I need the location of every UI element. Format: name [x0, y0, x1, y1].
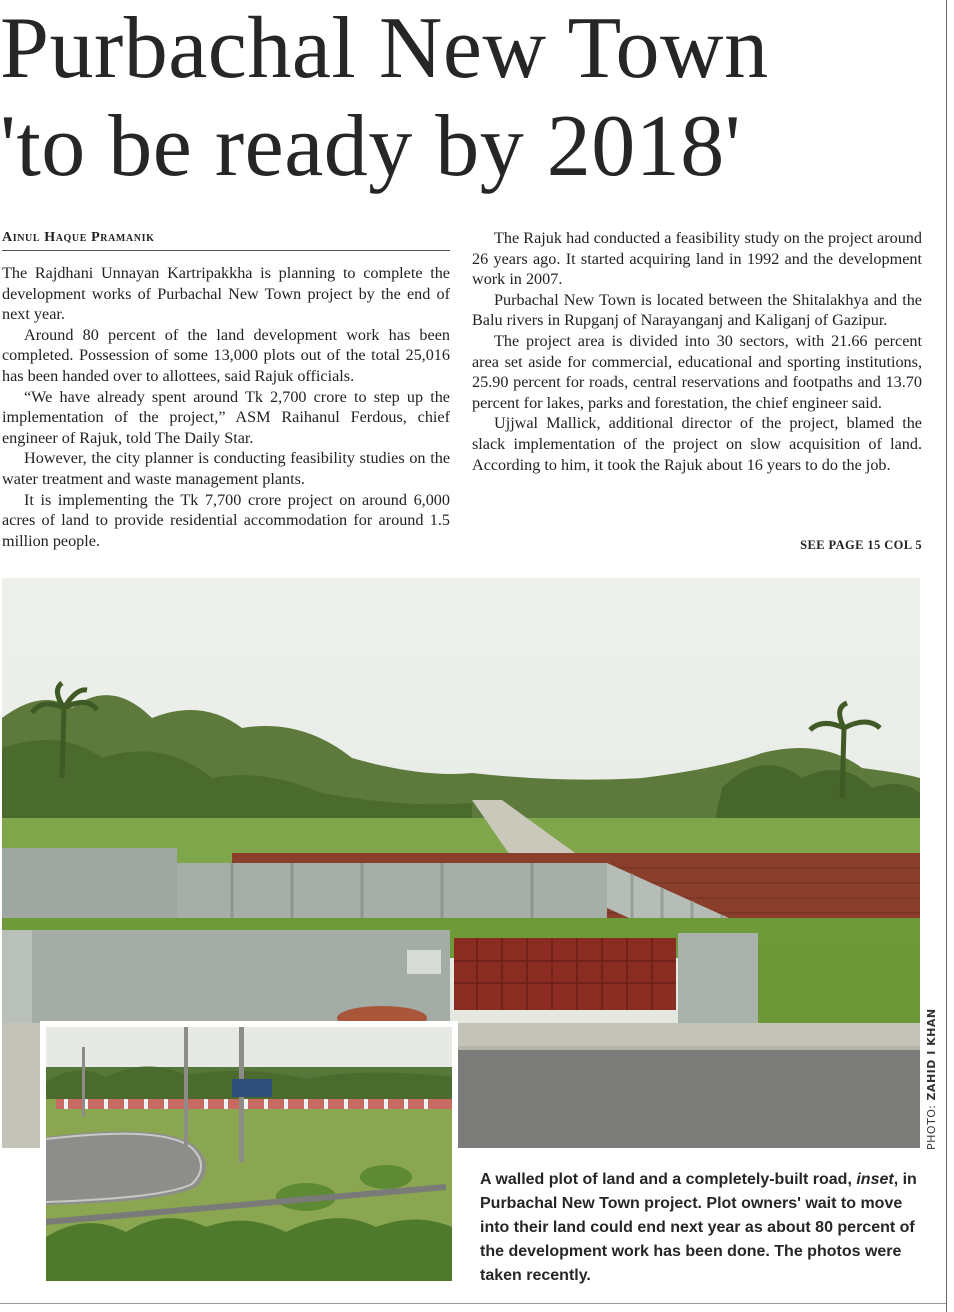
article-column-right: [472, 228, 922, 475]
caption-text-1: A walled plot of land and a completely-built road,: [480, 1171, 852, 1188]
article-column-left: [2, 263, 450, 551]
paragraph: It is implementing the Tk 7,700 crore project on around 6,000 acres of land to provide residential accommodation for around 1.5 million people.: [2, 490, 450, 550]
paragraph: “We have already spent around Tk 2,700 crore to step up the implementation of the project,” ASM Raihanul Ferdous, chief engineer of Rajuk, told The Daily Star.: [2, 387, 450, 447]
paragraph: Purbachal New Town is located between the Shitalakhya and the Balu rivers in Rupganj of Narayanganj and Kaliganj of Gazipur.: [472, 290, 922, 330]
paragraph: Around 80 percent of the land development work has been completed. Possession of some 13,000 plots out of the total 25,016 has been handed over to allottees, said Rajuk officials.: [2, 325, 450, 385]
headline-line-2: 'to be ready by 2018': [0, 98, 742, 195]
photo-caption: [480, 1168, 920, 1288]
headline-line-1: Purbachal New Town: [0, 0, 769, 97]
page-edge-rule: [946, 0, 947, 1312]
photo-credit-name: ZAHID I KHAN: [925, 1008, 938, 1101]
byline: Ainul Haque Pramanik: [2, 230, 450, 251]
inset-photo: [46, 1027, 452, 1281]
paragraph: The Rajdhani Unnayan Kartripakkha is planning to complete the development works of Purbachal New Town project by the end of next year.: [2, 264, 450, 324]
caption-inset-word: inset: [856, 1171, 894, 1188]
continuation-note: SEE PAGE 15 COL 5: [800, 538, 922, 552]
road-illustration: [46, 1027, 452, 1281]
paragraph: The project area is divided into 30 sectors, with 21.66 percent area set aside for commercial, educational and sporting institutions, 25.90 percent for roads, central reservations and footpaths and 13.70 percent for lakes, parks and forestation, the chief engineer said.: [472, 331, 922, 412]
bottom-rule: [0, 1303, 946, 1304]
photo-credit: [925, 1008, 938, 1150]
paragraph: However, the city planner is conducting feasibility studies on the water treatment and waste management plants.: [2, 449, 450, 488]
caption-text-2: , in Purbachal New Town project. Plot owners' wait to move into their land could end next year as about 80 percent of the development work has been done. The photos were taken recently.: [480, 1171, 917, 1284]
photo-credit-prefix: PHOTO:: [925, 1104, 938, 1150]
headline: [0, 0, 940, 196]
paragraph: Ujjwal Mallick, additional director of the project, blamed the slack implementation of the project on slow acquisition of land. According to him, it took the Rajuk about 16 years to do the job.: [472, 414, 922, 474]
paragraph: The Rajuk had conducted a feasibility study on the project around 26 years ago. It started acquiring land in 1992 and the development work in 2007.: [472, 229, 922, 289]
